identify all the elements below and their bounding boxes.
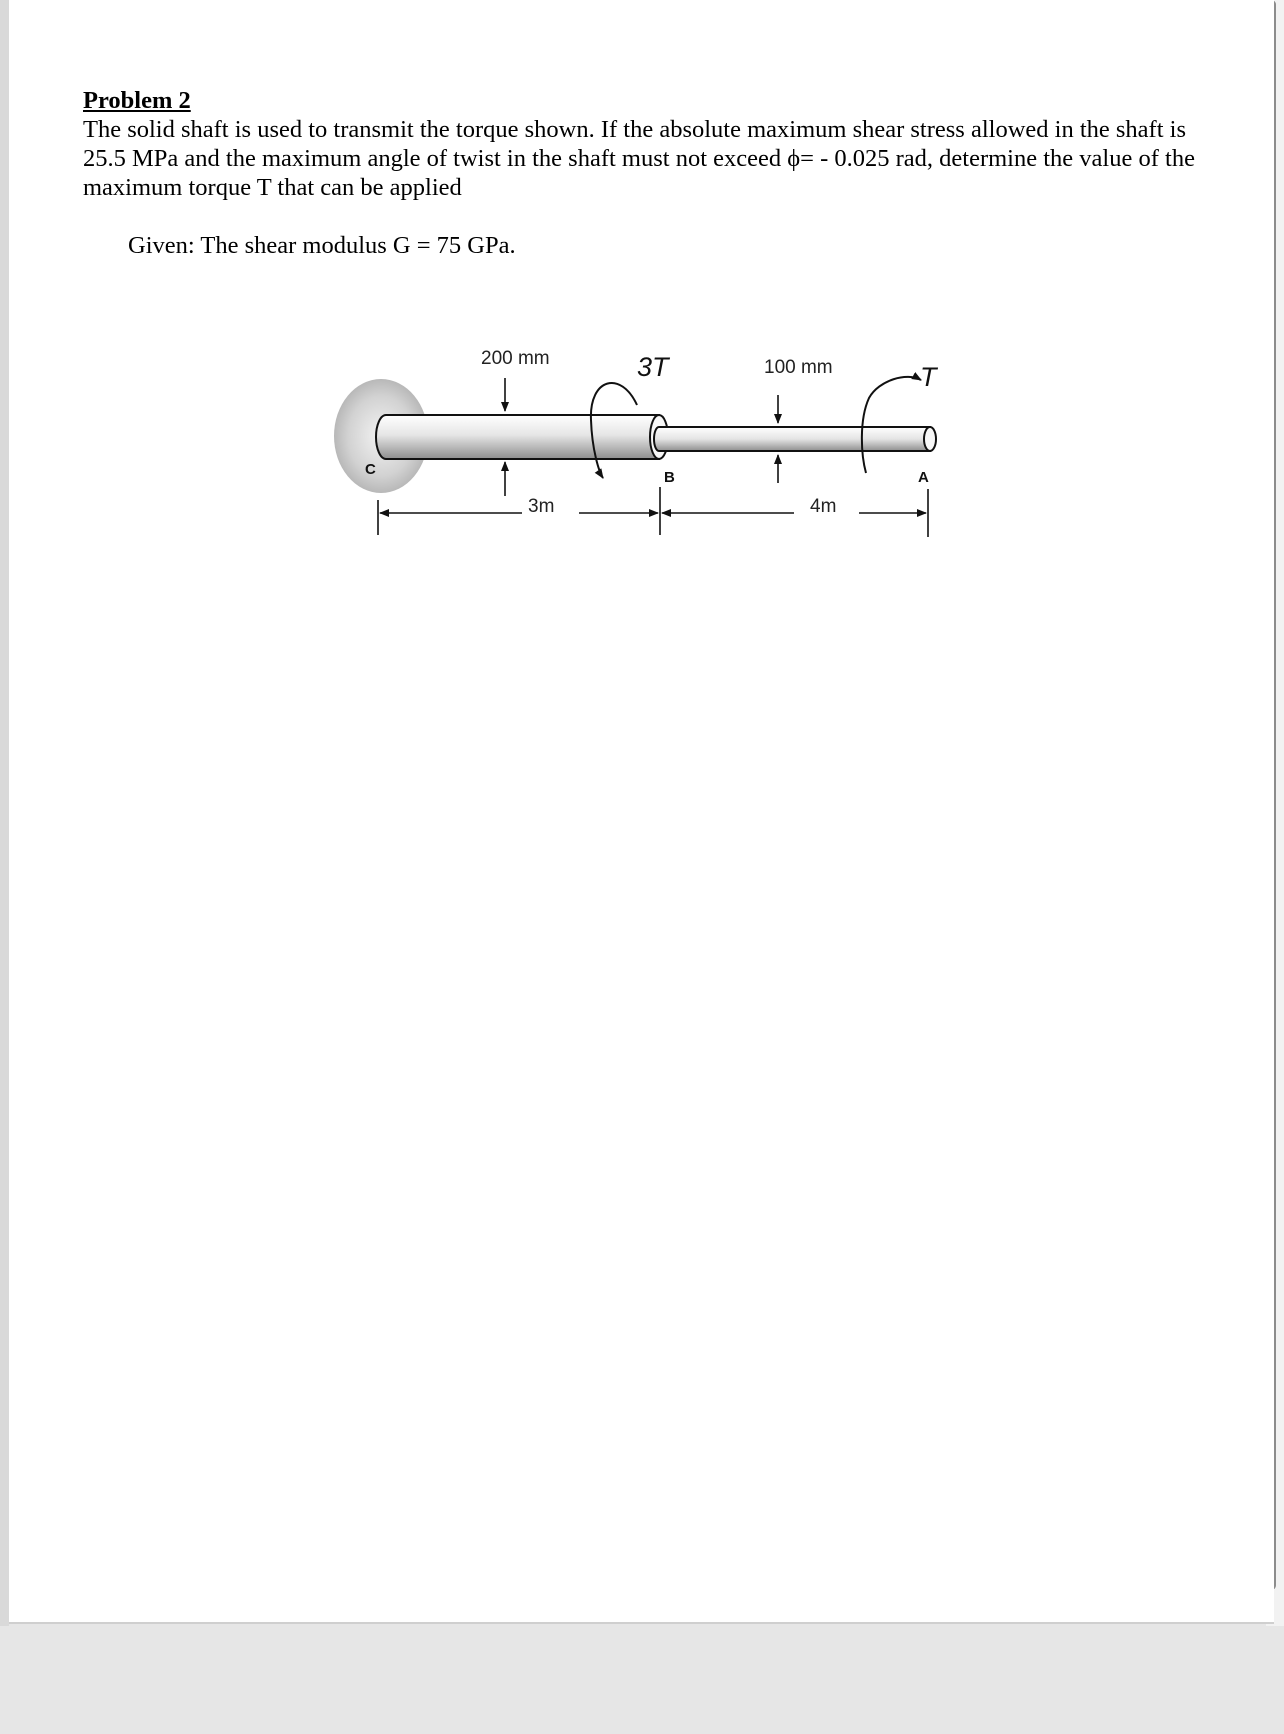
label-point-c: C [365,461,376,478]
shaft-figure [9,330,1009,550]
problem-heading: Problem 2 [83,87,191,114]
shaft-segment-ba [654,427,930,451]
window-left-edge [0,0,9,1626]
given-text: Given: The shear modulus G = 75 GPa. [128,232,516,259]
phi-symbol: ϕ [787,145,801,172]
document-page [9,0,1274,1624]
label-point-b: B [664,469,675,486]
label-diameter-ba: 100 mm [764,357,833,378]
shaft-end-face [924,427,936,451]
shaft-segment-cb [376,415,659,459]
problem-statement-part2: = - 0.025 rad, determine the value of the maximum torque T that can be applied [83,145,1195,201]
label-torque-t: T [920,362,937,392]
label-length-ba: 4m [810,496,837,517]
label-length-cb: 3m [528,496,555,517]
label-diameter-cb: 200 mm [481,348,550,369]
problem-text [83,86,1223,202]
problem-statement-part1: The solid shaft is used to transmit the torque shown. If the absolute maximum shear stress allowed in the shaft is 25.5 MPa and the maximum angle of twist in the shaft must not exceed [83,116,1186,172]
label-point-a: A [918,469,929,486]
label-torque-3t: 3T [637,352,669,382]
torque-arrow-t [862,377,921,473]
